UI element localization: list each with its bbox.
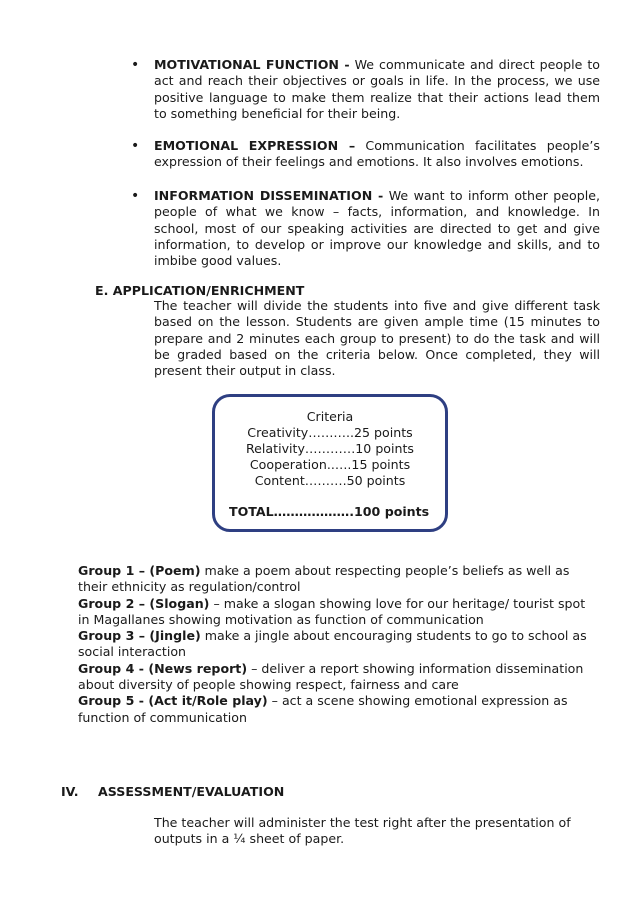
group-item [78,693,598,726]
group-label: Group 3 – (Jingle) [78,628,201,644]
bullet-title: EMOTIONAL EXPRESSION – [154,138,356,153]
group-item [78,661,598,694]
section-iv-heading: ASSESSMENT/EVALUATION [98,784,285,799]
section-iv-number: IV. [61,784,79,799]
bullet-body: We want to inform other people, people of what we know – facts, information, and knowledge. In school, most of our speaking activities are directed to get and give information, to develop or improve our knowledge and skills, and to imbibe good values. [154,188,600,269]
criteria-item: Content……….50 points [254,473,406,488]
criteria-box [212,394,448,532]
bullet-item-emotional [154,138,600,171]
group-list [78,563,598,726]
group-text: make a jingle about encouraging students to go to school as social interaction [78,628,587,660]
group-text: – act a scene showing emotional expression as function of communication [78,693,568,725]
bullet-title: INFORMATION DISSEMINATION - [154,188,384,203]
section-e-heading: E. APPLICATION/ENRICHMENT [95,283,305,298]
criteria-item: Cooperation..….15 points [249,457,411,472]
bullet-icon: • [131,57,140,73]
section-e-paragraph: The teacher will divide the students into five and give different task based on the lesson. Students are given ample time (15 minutes to prepare and 2 minutes each group to present) to do the task and will be graded based on the criteria below. Once completed, they will present their output in class. [154,298,600,379]
group-text: make a poem about respecting people’s beliefs as well as their ethnicity as regulation/control [78,563,570,595]
group-label: Group 2 – (Slogan) [78,595,210,611]
group-item [78,563,598,596]
bullet-body: Communication facilitates people’s expression of their feelings and emotions. It also involves emotions. [154,138,600,170]
bullet-title: MOTIVATIONAL FUNCTION - [154,57,350,72]
bullet-item-information [154,188,600,269]
group-text: – deliver a report showing information dissemination about diversity of people showing respect, fairness and care [78,660,584,693]
criteria-title: Criteria [306,409,354,424]
group-item [78,628,598,661]
group-label: Group 1 – (Poem) [78,563,201,578]
group-label: Group 4 - (News report) [78,660,248,676]
bullet-icon: • [131,138,140,154]
group-item [78,596,598,629]
section-iv-paragraph: The teacher will administer the test right after the presentation of outputs in a ¼ sheet of paper. [154,815,571,847]
bullet-item-motivational [154,57,600,122]
criteria-item: Relativity…………10 points [245,441,414,456]
criteria-total: TOTAL……………….100 points [229,504,430,519]
bullet-icon: • [131,188,140,204]
criteria-item: Creativity………..25 points [247,425,413,440]
bullet-body: We communicate and direct people to act and reach their objectives or goals in life. In the process, we use positive language to make them realize that their actions lead them to something beneficial for their being. [154,57,600,121]
group-label: Group 5 - (Act it/Role play) [78,693,268,709]
group-text: – make a slogan showing love for our heritage/ tourist spot in Magallanes showing motivation as function of communication [78,595,586,627]
